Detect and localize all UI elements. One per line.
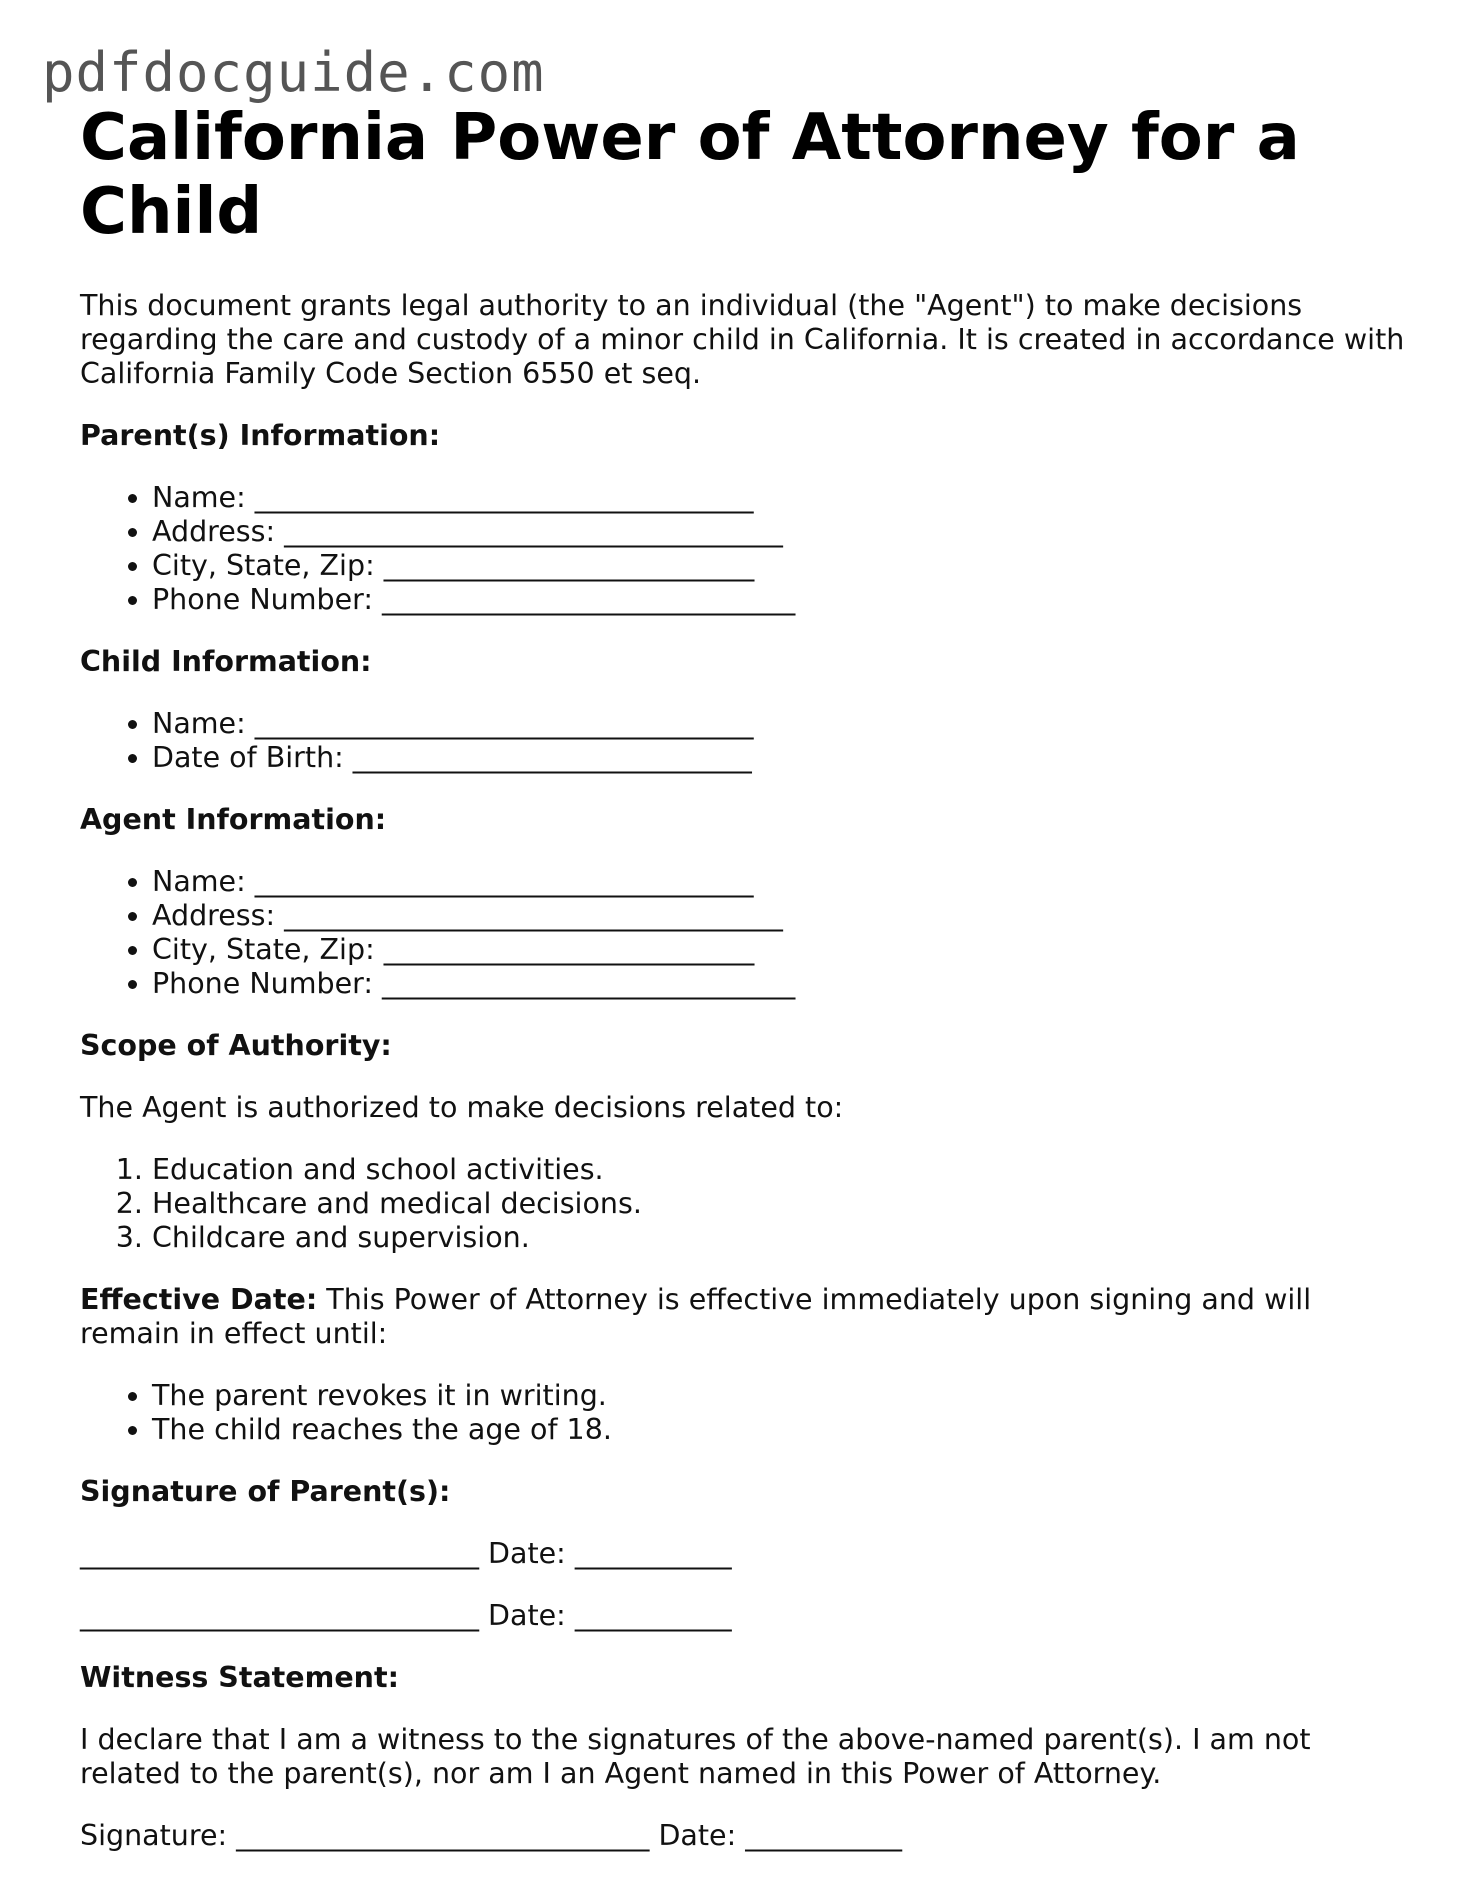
- effective-date-text: This Power of Attorney is effective immediately upon signing and will remain in effect until:: [80, 1283, 1312, 1351]
- condition-age: • The child reaches the age of 18.: [152, 1413, 1410, 1447]
- parent-info-heading: Parent(s) Information:: [80, 419, 441, 453]
- scope-heading: Scope of Authority:: [80, 1029, 392, 1063]
- witness-signature-line: Signature: _____________________________ Date: ___________: [80, 1819, 902, 1853]
- document-body: [80, 102, 1410, 1881]
- witness-heading: Witness Statement:: [80, 1661, 399, 1695]
- watermark: pdfdocguide.com: [42, 41, 545, 104]
- effective-date-label: Effective Date:: [80, 1283, 318, 1317]
- effective-date-paragraph: [80, 1283, 1410, 1351]
- parent-info-list: [80, 481, 1410, 617]
- scope-item-education: 1. Education and school activities.: [152, 1153, 1410, 1187]
- agent-info-heading: Agent Information:: [80, 803, 387, 837]
- agent-name-field: • Name: ___________________________________: [152, 865, 1410, 899]
- scope-item-healthcare: 2. Healthcare and medical decisions.: [152, 1187, 1410, 1221]
- document-title: California Power of Attorney for a Child: [80, 101, 1300, 249]
- child-info-list: [80, 707, 1410, 775]
- agent-city-state-zip-field: • City, State, Zip: __________________________: [152, 933, 1410, 967]
- effective-conditions-list: [80, 1379, 1410, 1447]
- scope-list: [80, 1153, 1410, 1255]
- parent-phone-field: • Phone Number: _____________________________: [152, 583, 1410, 617]
- parent-address-field: • Address: ___________________________________: [152, 515, 1410, 549]
- agent-address-field: • Address: ___________________________________: [152, 899, 1410, 933]
- scope-intro: The Agent is authorized to make decisions related to:: [80, 1091, 844, 1125]
- parent-signature-line-2: ____________________________ Date: ___________: [80, 1599, 732, 1633]
- parent-signature-line-1: ____________________________ Date: ___________: [80, 1537, 732, 1571]
- parent-name-field: • Name: ___________________________________: [152, 481, 1410, 515]
- agent-info-list: [80, 865, 1410, 1001]
- child-name-field: • Name: ___________________________________: [152, 707, 1410, 741]
- agent-phone-field: • Phone Number: _____________________________: [152, 967, 1410, 1001]
- child-dob-field: • Date of Birth: ____________________________: [152, 741, 1410, 775]
- parent-city-state-zip-field: • City, State, Zip: __________________________: [152, 549, 1410, 583]
- scope-item-childcare: 3. Childcare and supervision.: [152, 1221, 1410, 1255]
- witness-statement: I declare that I am a witness to the signatures of the above-named parent(s). I am not related to the parent(s), nor am I an Agent named in this Power of Attorney.: [80, 1723, 1311, 1791]
- condition-revoke: • The parent revokes it in writing.: [152, 1379, 1410, 1413]
- parent-signature-heading: Signature of Parent(s):: [80, 1475, 451, 1509]
- child-info-heading: Child Information:: [80, 645, 372, 679]
- intro-paragraph: This document grants legal authority to an individual (the "Agent") to make decisions regarding the care and custody of a minor child in California. It is created in accordance with California Family Code Section 6550 et seq.: [80, 289, 1405, 391]
